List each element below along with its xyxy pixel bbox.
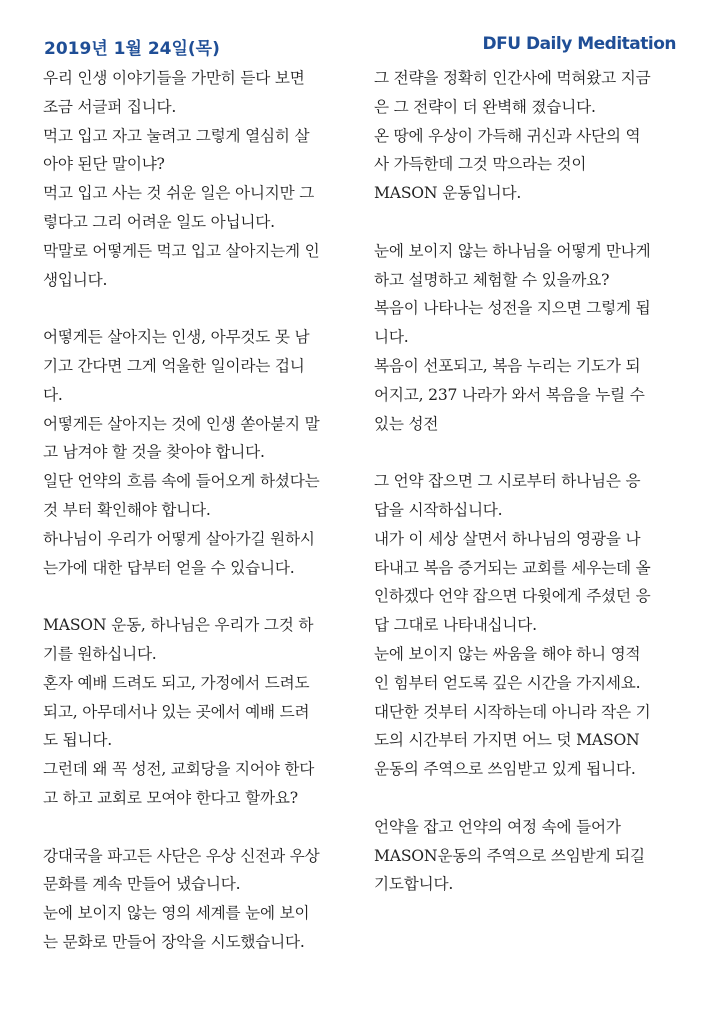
text-line: 아야 된단 말이냐? <box>43 155 165 174</box>
text-line: 운동의 주역으로 쓰임받고 있게 됩니다. <box>374 760 636 779</box>
paragraph-break <box>374 208 678 237</box>
header-date: 2019년 1월 24일(목) <box>44 39 220 59</box>
text-line: 기고 간다면 그게 억울한 일이라는 겁니 <box>43 356 305 375</box>
text-line: 도의 시간부터 가지면 어느 덧 MASON <box>374 731 640 750</box>
text-line: 사 가득한데 그것 막으라는 것이 <box>374 155 587 174</box>
text-line: 대단한 것부터 시작하는데 아니라 작은 기 <box>374 702 651 721</box>
text-line: 기도합니다. <box>374 875 454 894</box>
paragraph-break <box>374 784 678 813</box>
text-line: 눈에 보이지 않는 싸움을 해야 하니 영적 <box>374 644 641 663</box>
paragraph-break <box>43 294 347 323</box>
page-header <box>0 0 720 64</box>
text-line: 조금 서글퍼 집니다. <box>43 97 177 116</box>
right-column <box>374 64 678 899</box>
text-line: MASON 운동입니다. <box>374 184 522 203</box>
text-line: 것 부터 확인해야 합니다. <box>43 500 211 519</box>
text-line: 답을 시작하십니다. <box>374 500 503 519</box>
text-line: 일단 언약의 흐름 속에 들어오게 하셨다는 <box>43 472 320 491</box>
text-line: 생입니다. <box>43 270 108 289</box>
text-line: MASON 운동, 하나님은 우리가 그것 하 <box>43 616 314 635</box>
text-line: 그 언약 잡으면 그 시로부터 하나님은 응 <box>374 472 641 491</box>
text-line: 그 전략을 정확히 인간사에 먹혀왔고 지금 <box>374 69 651 87</box>
text-line: 있는 성전 <box>374 414 439 433</box>
text-line: 우리 인생 이야기들을 가만히 듣다 보면 <box>43 69 305 87</box>
text-line: 은 그 전략이 더 완벽해 졌습니다. <box>374 97 596 116</box>
text-line: 니다. <box>374 328 409 347</box>
text-line: 는가에 대한 답부터 얻을 수 있습니다. <box>43 558 295 577</box>
paragraph-break <box>43 813 347 842</box>
text-line: 내가 이 세상 살면서 하나님의 영광을 나 <box>374 529 641 548</box>
text-line: 다. <box>43 385 63 404</box>
text-line: 혼자 예배 드려도 되고, 가정에서 드려도 <box>43 673 310 692</box>
text-line: 복음이 선포되고, 복음 누리는 기도가 되 <box>374 356 641 375</box>
paragraph-break <box>374 438 678 467</box>
text-line: 어떻게든 살아지는 인생, 아무것도 못 남 <box>43 328 310 347</box>
text-line: 고 남겨야 할 것을 찾아야 합니다. <box>43 443 265 462</box>
text-line: 는 문화로 만들어 장악을 시도했습니다. <box>43 932 305 951</box>
text-line: 렇다고 그리 어려운 일도 아닙니다. <box>43 212 275 231</box>
text-line: 막말로 어떻게든 먹고 입고 살아지는게 인 <box>43 241 320 260</box>
text-line: 고 하고 교회로 모여야 한다고 할까요? <box>43 788 298 807</box>
text-line: 하나님이 우리가 어떻게 살아가길 원하시 <box>43 529 315 548</box>
text-line: 인하겠다 언약 잡으면 다윗에게 주셨던 응 <box>374 587 651 606</box>
text-line: 눈에 보이지 않는 영의 세계를 눈에 보이 <box>43 904 310 923</box>
text-line: 어지고, 237 나라가 와서 복음을 누릴 수 <box>374 385 645 404</box>
text-line: 강대국을 파고든 사단은 우상 신전과 우상 <box>43 846 320 865</box>
text-line: 인 힘부터 얻도록 깊은 시간을 가지세요. <box>374 673 641 692</box>
text-line: 언약을 잡고 언약의 여정 속에 들어가 <box>374 817 621 836</box>
text-line: MASON운동의 주역으로 쓰임받게 되길 <box>374 846 645 865</box>
text-line: 어떻게든 살아지는 것에 인생 쏟아붇지 말 <box>43 414 320 433</box>
text-line: 온 땅에 우상이 가득해 귀신과 사단의 역 <box>374 126 641 145</box>
text-line: 답 그대로 나타내십니다. <box>374 616 537 635</box>
text-line: 타내고 복음 증거되는 교회를 세우는데 올 <box>374 558 651 577</box>
text-line: 기를 원하십니다. <box>43 644 157 663</box>
text-line: 하고 설명하고 체험할 수 있을까요? <box>374 270 610 289</box>
text-line: 먹고 입고 사는 것 쉬운 일은 아니지만 그 <box>43 184 315 203</box>
paragraph-break <box>43 582 347 611</box>
text-line: 눈에 보이지 않는 하나님을 어떻게 만나게 <box>374 241 651 260</box>
text-line: 문화를 계속 만들어 냈습니다. <box>43 875 241 894</box>
text-line: 먹고 입고 자고 눌려고 그렇게 열심히 살 <box>43 126 310 145</box>
text-line: 복음이 나타나는 성전을 지으면 그렇게 됩 <box>374 299 651 318</box>
left-column <box>43 64 347 957</box>
header-title: DFU Daily Meditation <box>482 34 676 54</box>
text-line: 되고, 아무데서나 있는 곳에서 예배 드려 <box>43 702 310 721</box>
text-line: 도 됩니다. <box>43 731 112 750</box>
text-line: 그런데 왜 꼭 성전, 교회당을 지어야 한다 <box>43 760 315 779</box>
